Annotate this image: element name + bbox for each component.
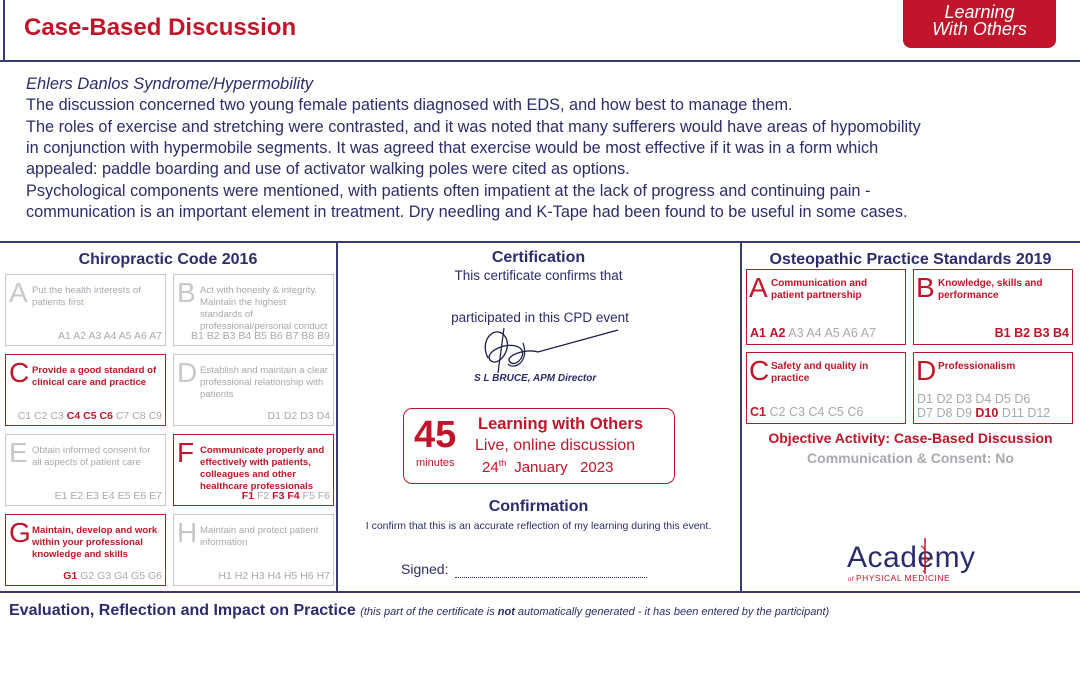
standard-code: G5 bbox=[131, 570, 146, 582]
standard-code: C6 bbox=[99, 410, 113, 422]
standard-code: A3 bbox=[88, 330, 102, 342]
standard-code: C9 bbox=[148, 410, 162, 422]
date-suffix: th bbox=[498, 458, 507, 468]
chiro-standard-e bbox=[5, 434, 166, 506]
confirmation-text: I confirm that this is an accurate reflection of my learning during this event. bbox=[365, 520, 712, 532]
frame-line bbox=[336, 241, 338, 591]
standard-description: Maintain, develop and work within your professional knowledge and skills bbox=[32, 525, 158, 560]
badge-line: With Others bbox=[932, 19, 1027, 39]
osteo-standard-c bbox=[746, 352, 906, 424]
standard-letter: B bbox=[916, 272, 935, 303]
standard-code: B5 bbox=[254, 330, 267, 342]
standard-code: C5 bbox=[83, 410, 97, 422]
standard-description: Put the health interests of patients first bbox=[32, 285, 141, 308]
standard-code: B6 bbox=[269, 330, 283, 342]
standard-codes bbox=[750, 326, 876, 340]
standard-code: C2 bbox=[34, 410, 48, 422]
standard-code: D10 bbox=[975, 406, 999, 420]
standard-code: G1 bbox=[63, 570, 78, 582]
logo-sub-prefix: of bbox=[848, 577, 855, 583]
standard-code: A5 bbox=[824, 326, 840, 340]
standard-code: H3 bbox=[251, 570, 265, 582]
standard-code: H5 bbox=[283, 570, 298, 582]
learning-with-others-badge bbox=[903, 0, 1056, 48]
chiro-standard-c bbox=[5, 354, 166, 426]
discussion-line: Psychological components were mentioned, with patients often impatient at the lack of progress and continuing pain - bbox=[26, 182, 871, 200]
event-date bbox=[482, 458, 613, 476]
standard-code: E2 bbox=[70, 490, 84, 502]
standard-letter: C bbox=[749, 355, 770, 386]
minutes-value: 45 bbox=[414, 414, 457, 456]
standard-code: C1 bbox=[17, 410, 32, 422]
standard-description: Communicate properly and effectively with patients, colleagues and other healthcare professionals bbox=[200, 445, 325, 492]
standard-code: D11 bbox=[1001, 406, 1024, 420]
standard-code: C4 bbox=[808, 405, 825, 419]
evaluation-note bbox=[360, 606, 829, 618]
certification-heading: Certification bbox=[491, 249, 586, 266]
date-rest: January 2023 bbox=[514, 459, 614, 476]
standard-code: C6 bbox=[847, 405, 864, 419]
standard-code: A4 bbox=[806, 326, 822, 340]
standard-code: C1 bbox=[750, 405, 766, 419]
standard-code: A4 bbox=[103, 330, 117, 342]
standard-description: Provide a good standard of clinical care and practice bbox=[32, 365, 157, 388]
standard-description: Safety and quality in practice bbox=[771, 361, 869, 384]
objective-activity: Objective Activity: Case-Based Discussion bbox=[768, 430, 1053, 446]
discussion-line: The discussion concerned two young female patients diagnosed with EDS, and how best to manage them. bbox=[26, 96, 793, 114]
standard-code: B4 bbox=[1053, 326, 1069, 340]
standard-letter: D bbox=[177, 357, 198, 388]
osteo-standard-b bbox=[913, 269, 1073, 345]
standard-codes bbox=[917, 392, 1030, 406]
standard-code: B4 bbox=[238, 330, 252, 342]
chiro-standard-b bbox=[173, 274, 334, 346]
standard-code: F6 bbox=[317, 490, 330, 502]
standard-letter: G bbox=[9, 517, 31, 548]
standard-code: A5 bbox=[118, 330, 132, 342]
note-emphasis: not bbox=[497, 606, 515, 618]
standard-code: B3 bbox=[222, 330, 236, 342]
standard-code: E4 bbox=[101, 490, 115, 502]
cert-line-1: This certificate confirms that bbox=[454, 268, 623, 283]
standard-description: Act with honesty & integrity. Maintain the highest standards of professional/personal conduct bbox=[200, 285, 328, 332]
cert-line-2: participated in this CPD event bbox=[451, 310, 629, 325]
standard-code: B1 bbox=[994, 326, 1011, 340]
standard-code: G2 bbox=[80, 570, 95, 582]
standard-code: B2 bbox=[206, 330, 220, 342]
standard-codes bbox=[55, 490, 162, 502]
signed-label: Signed: bbox=[401, 561, 449, 577]
standard-code: D9 bbox=[955, 406, 972, 420]
standard-code: C8 bbox=[132, 410, 146, 422]
signatory-name: S L BRUCE, APM Director bbox=[474, 373, 597, 384]
communication-consent: Communication & Consent: No bbox=[807, 450, 1014, 466]
standard-codes bbox=[191, 330, 330, 342]
standard-code: B1 bbox=[191, 330, 204, 342]
logo-sub: PHYSICAL MEDICINE bbox=[856, 573, 951, 583]
page-title: Case-Based Discussion bbox=[24, 14, 297, 41]
standard-code: D4 bbox=[316, 410, 330, 422]
standard-code: B8 bbox=[301, 330, 315, 342]
standard-letter: A bbox=[9, 277, 28, 308]
standard-code: C3 bbox=[788, 405, 805, 419]
standard-letter: D bbox=[916, 355, 937, 386]
standard-code: C5 bbox=[827, 405, 844, 419]
standard-code: G4 bbox=[114, 570, 129, 582]
standard-code: A1 bbox=[750, 326, 766, 340]
standard-code: D1 bbox=[267, 410, 281, 422]
standard-code: G3 bbox=[97, 570, 112, 582]
standard-code: D7 bbox=[917, 406, 933, 420]
standard-code: F2 bbox=[256, 490, 270, 502]
standard-code: D3 bbox=[300, 410, 314, 422]
standard-code: D2 bbox=[283, 410, 298, 422]
standard-codes bbox=[995, 326, 1069, 340]
frame-line bbox=[0, 591, 1080, 593]
standard-code: D6 bbox=[1014, 392, 1031, 406]
standard-codes bbox=[58, 330, 162, 342]
standard-code: F5 bbox=[302, 490, 315, 502]
standard-letter: H bbox=[177, 517, 198, 548]
osteo-standard-a bbox=[746, 269, 906, 345]
standard-code: A2 bbox=[73, 330, 87, 342]
standard-code: A7 bbox=[149, 330, 162, 342]
standard-code: D12 bbox=[1027, 406, 1051, 420]
frame-line bbox=[3, 0, 5, 60]
standard-codes bbox=[242, 490, 330, 502]
standard-codes bbox=[750, 405, 863, 419]
standard-code: A3 bbox=[788, 326, 804, 340]
discussion-line: appealed: paddle boarding and use of activator walking poles were cited as options. bbox=[26, 160, 630, 178]
standard-code: F3 bbox=[272, 490, 285, 502]
standard-code: E5 bbox=[117, 490, 131, 502]
standard-codes bbox=[18, 410, 162, 422]
standard-code: F1 bbox=[241, 490, 255, 502]
discussion-line: in conjunction with hypermobile segments. It was agreed that exercise would be most effective if it was in a form which bbox=[26, 139, 879, 157]
standard-codes bbox=[63, 570, 162, 582]
standard-code: A7 bbox=[860, 326, 876, 340]
evaluation-heading: Evaluation, Reflection and Impact on Practice bbox=[9, 602, 356, 619]
standard-code: E6 bbox=[133, 490, 147, 502]
academy-logo-subtitle bbox=[848, 573, 950, 583]
chiro-standard-a bbox=[5, 274, 166, 346]
standard-code: H1 bbox=[218, 570, 232, 582]
note-part: (this part of the certificate is bbox=[360, 606, 498, 618]
standard-code: D4 bbox=[975, 392, 992, 406]
note-part: automatically generated - it has been entered by the participant) bbox=[514, 606, 830, 618]
minutes-label: minutes bbox=[416, 457, 455, 469]
chiro-standard-g bbox=[5, 514, 166, 586]
caduceus-icon bbox=[918, 536, 932, 576]
standard-code: E7 bbox=[149, 490, 162, 502]
discussion-line: communication is an important element in treatment. Dry needling and K-Tape had been found to be useful in some cases. bbox=[26, 203, 908, 221]
frame-line bbox=[0, 241, 1080, 243]
standard-letter: F bbox=[177, 437, 195, 468]
standard-description: Professionalism bbox=[938, 361, 1016, 372]
standard-letter: E bbox=[9, 437, 28, 468]
osteo-standard-d bbox=[913, 352, 1073, 424]
standard-code: F4 bbox=[287, 490, 300, 502]
signature-image bbox=[468, 318, 628, 378]
standard-code: B9 bbox=[317, 330, 330, 342]
standard-code: H2 bbox=[234, 570, 249, 582]
standard-description: Maintain and protect patient information bbox=[200, 525, 319, 548]
standard-code: B2 bbox=[1014, 326, 1031, 340]
standard-description: Obtain informed consent for all aspects of patient care bbox=[32, 445, 151, 468]
evaluation-section-header bbox=[9, 602, 829, 620]
chiro-heading: Chiropractic Code 2016 bbox=[78, 251, 258, 268]
standard-code: D5 bbox=[994, 392, 1011, 406]
event-summary-box bbox=[403, 408, 675, 484]
standard-code: D2 bbox=[936, 392, 953, 406]
signature-line[interactable] bbox=[455, 577, 647, 578]
discussion-topic: Ehlers Danlos Syndrome/Hypermobility bbox=[26, 75, 314, 93]
standard-codes bbox=[218, 570, 330, 582]
standard-code: B3 bbox=[1033, 326, 1050, 340]
confirmation-heading: Confirmation bbox=[488, 498, 589, 515]
standard-code: D3 bbox=[955, 392, 972, 406]
standard-code: A1 bbox=[58, 330, 71, 342]
standard-code: D1 bbox=[917, 392, 933, 406]
standard-code: G6 bbox=[147, 570, 162, 582]
standard-description: Knowledge, skills and performance bbox=[938, 278, 1043, 301]
standard-code: E3 bbox=[86, 490, 99, 502]
standard-code: C2 bbox=[769, 405, 786, 419]
frame-line bbox=[0, 60, 1080, 62]
chiro-standard-d bbox=[173, 354, 334, 426]
standard-letter: B bbox=[177, 277, 196, 308]
standard-code: H4 bbox=[267, 570, 281, 582]
standard-code: E1 bbox=[54, 490, 68, 502]
standard-letter: C bbox=[9, 357, 30, 388]
event-name: Learning with Others bbox=[478, 415, 644, 433]
standard-code: A6 bbox=[133, 330, 147, 342]
standard-codes bbox=[917, 406, 1050, 420]
chiro-standard-f bbox=[173, 434, 334, 506]
frame-line bbox=[740, 241, 742, 591]
standard-description: Communication and patient partnership bbox=[771, 278, 868, 301]
discussion-line: The roles of exercise and stretching were contrasted, and it was noted that many sufferers would have areas of hypomobility bbox=[26, 118, 921, 136]
chiro-standard-h bbox=[173, 514, 334, 586]
standard-code: A6 bbox=[842, 326, 858, 340]
standard-code: D8 bbox=[936, 406, 953, 420]
standard-codes bbox=[267, 410, 330, 422]
academy-logo-text: Academy bbox=[847, 541, 976, 574]
standard-letter: A bbox=[749, 272, 768, 303]
standard-description: Establish and maintain a clear professional relationship with patients bbox=[200, 365, 328, 400]
osteo-heading: Osteopathic Practice Standards 2019 bbox=[769, 251, 1052, 268]
standard-code: C7 bbox=[115, 410, 130, 422]
standard-code: C4 bbox=[66, 410, 81, 422]
date-day: 24 bbox=[482, 459, 499, 476]
standard-code: H6 bbox=[300, 570, 314, 582]
standard-code: H7 bbox=[316, 570, 330, 582]
standard-code: A2 bbox=[769, 326, 786, 340]
badge-line: Learning bbox=[944, 2, 1015, 22]
standard-code: B7 bbox=[285, 330, 299, 342]
event-type: Live, online discussion bbox=[475, 437, 636, 454]
standard-code: C3 bbox=[50, 410, 64, 422]
